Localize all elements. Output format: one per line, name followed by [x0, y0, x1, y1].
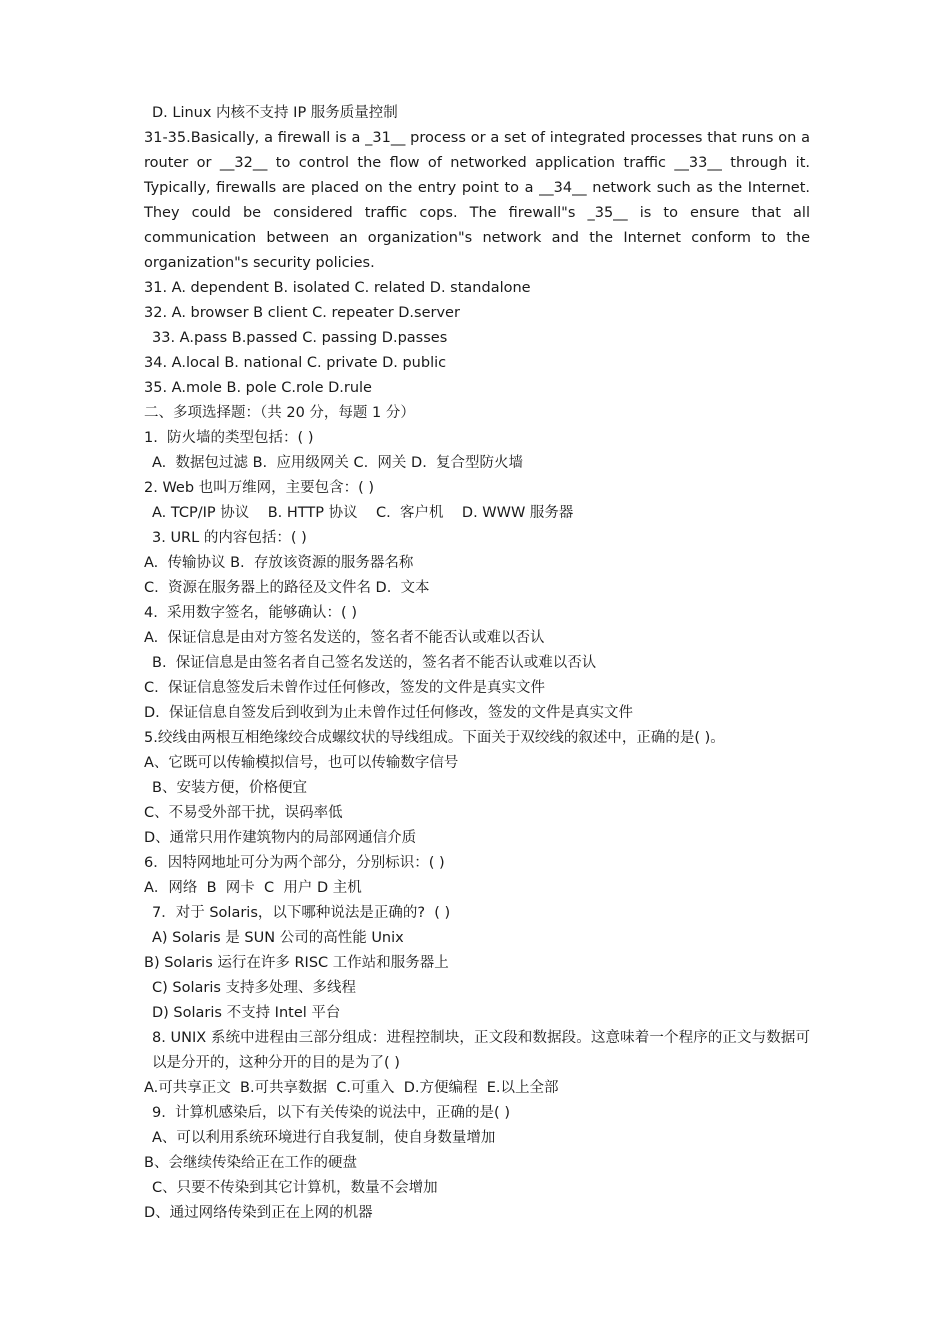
option-line: 34. A.local B. national C. private D. public — [144, 355, 447, 371]
option-line: C、只要不传染到其它计算机，数量不会增加 — [152, 1180, 438, 1196]
option-line: A. TCP/IP 协议 B. HTTP 协议 C. 客户机 D. WWW 服务器 — [152, 505, 574, 521]
document-body — [144, 101, 810, 1226]
question-line: 3. URL 的内容包括：( ) — [152, 530, 307, 546]
option-line: A. 保证信息是由对方签名发送的，签名者不能否认或难以否认 — [144, 630, 545, 646]
question-line: 9. 计算机感染后，以下有关传染的说法中，正确的是( ) — [152, 1105, 510, 1121]
question-line: 4. 采用数字签名，能够确认：( ) — [144, 605, 357, 621]
option-line: A. 传输协议 B. 存放该资源的服务器名称 — [144, 555, 414, 571]
question-line: 5.绞线由两根互相绝缘绞合成螺纹状的导线组成。下面关于双绞线的叙述中，正确的是( )。 — [144, 730, 725, 746]
option-line: A.可共享正文 B.可共享数据 C.可重入 D.方便编程 E.以上全部 — [144, 1080, 559, 1096]
question-line: 8. UNIX 系统中进程由三部分组成：进程控制块，正文段和数据段。这意味着一个程序的正文与数据可以是分开的，这种分开的目的是为了( ) — [152, 1030, 810, 1071]
option-line: D) Solaris 不支持 Intel 平台 — [152, 1005, 341, 1021]
question-line: 1. 防火墙的类型包括：( ) — [144, 430, 314, 446]
question-line: 7．对于 Solaris，以下哪种说法是正确的? ( ) — [152, 905, 451, 921]
option-line: C. 保证信息签发后未曾作过任何修改，签发的文件是真实文件 — [144, 680, 545, 696]
option-line: C、不易受外部干扰，误码率低 — [144, 805, 343, 821]
option-line: A、它既可以传输模拟信号，也可以传输数字信号 — [144, 755, 459, 771]
option-line: 31. A. dependent B. isolated C. related D. standalone — [144, 280, 531, 296]
option-line: B) Solaris 运行在许多 RISC 工作站和服务器上 — [144, 955, 449, 971]
option-line: 35. A.mole B. pole C.role D.rule — [144, 380, 372, 396]
option-line: C) Solaris 支持多处理、多线程 — [152, 980, 357, 996]
option-line: D. Linux 内核不支持 IP 服务质量控制 — [152, 105, 398, 121]
section-heading: 二、多项选择题：（共 20 分，每题 1 分） — [144, 405, 415, 421]
option-line: A．网络 B 网卡 C 用户 D 主机 — [144, 880, 362, 896]
option-line: C. 资源在服务器上的路径及文件名 D. 文本 — [144, 580, 430, 596]
option-line: A. 数据包过滤 B. 应用级网关 C. 网关 D. 复合型防火墙 — [152, 455, 524, 471]
option-line: 33. A.pass B.passed C. passing D.passes — [152, 330, 448, 346]
option-line: 32. A. browser B client C. repeater D.server — [144, 305, 460, 321]
option-line: D. 保证信息自签发后到收到为止未曾作过任何修改，签发的文件是真实文件 — [144, 705, 633, 721]
reading-passage: 31-35.Basically, a firewall is a _31__ process or a set of integrated processes that runs on a router or __32__ to control the flow of networked application traffic __33__ through it. Typically, firewalls are placed on the entry point to a __34__ network such as the Internet. They could be considered traffic cops. The firewall"s _35__ is to ensure that all communication between an organization"s network and the Internet conform to the organization"s security policies. — [144, 130, 810, 271]
option-line: D、通常只用作建筑物内的局部网通信介质 — [144, 830, 417, 846]
option-line: B、安装方便，价格便宜 — [152, 780, 307, 796]
option-line: B、会继续传染给正在工作的硬盘 — [144, 1155, 357, 1171]
option-line: D、通过网络传染到正在上网的机器 — [144, 1205, 373, 1221]
option-line: B. 保证信息是由签名者自己签名发送的，签名者不能否认或难以否认 — [152, 655, 597, 671]
question-line: 2. Web 也叫万维网，主要包含：( ) — [144, 480, 375, 496]
option-line: A) Solaris 是 SUN 公司的高性能 Unix — [152, 930, 404, 946]
option-line: A、可以利用系统环境进行自我复制，使自身数量增加 — [152, 1130, 496, 1146]
question-line: 6．因特网地址可分为两个部分，分别标识：( ) — [144, 855, 445, 871]
